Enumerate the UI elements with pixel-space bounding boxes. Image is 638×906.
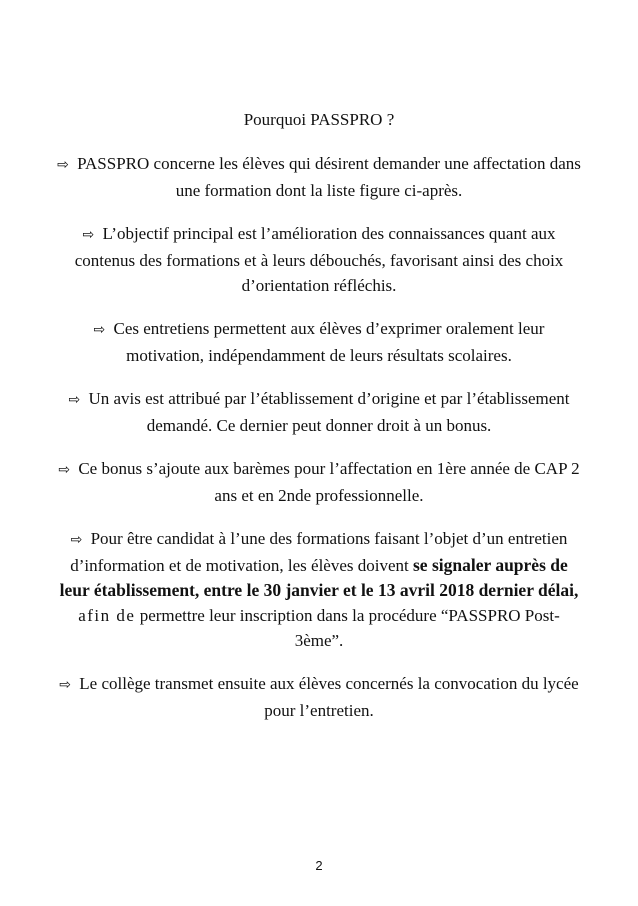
arrow-right-icon: ⇨ — [70, 532, 83, 548]
arrow-right-icon: ⇨ — [68, 392, 81, 408]
paragraph-text: Pour être candidat à l’une des formations faisant l’objet d’un entretien d’information et de motivation, les élèves doivent — [70, 529, 568, 575]
document-body — [56, 108, 582, 741]
paragraph-text: Ce bonus s’ajoute aux barèmes pour l’affectation en 1ère année de CAP 2 ans et en 2nde professionnelle. — [78, 459, 580, 505]
paragraph-objectif — [56, 221, 582, 298]
arrow-right-icon: ⇨ — [57, 157, 69, 173]
paragraph-text-spaced: afin de — [78, 606, 136, 625]
arrow-right-icon: ⇨ — [93, 322, 106, 338]
paragraph-text: permettre leur inscription dans la procédure “PASSPRO Post-3ème”. — [139, 606, 560, 650]
paragraph-text: Un avis est attribué par l’établissement d’origine et par l’établissement demandé. Ce dernier peut donner droit à un bonus. — [88, 389, 570, 435]
paragraph-text: Ces entretiens permettent aux élèves d’exprimer oralement leur motivation, indépendamment de leurs résultats scolaires. — [113, 319, 545, 365]
paragraph-convocation — [56, 671, 582, 723]
paragraph-candidat — [56, 526, 582, 653]
deadline-emphasis: se signaler auprès de leur établissement, entre le 30 janvier et le 13 avril 2018 dernier délai, — [59, 555, 579, 600]
arrow-right-icon: ⇨ — [58, 462, 71, 478]
paragraph-avis — [56, 386, 582, 438]
paragraph-text: Le collège transmet ensuite aux élèves concernés la convocation du lycée pour l’entretien. — [79, 674, 579, 720]
paragraph-bonus — [56, 456, 582, 508]
arrow-right-icon: ⇨ — [82, 227, 95, 243]
document-title: Pourquoi PASSPRO ? — [243, 110, 395, 129]
paragraph-text: L’objectif principal est l’amélioration des connaissances quant aux contenus des formations et à leurs débouchés, favorisant ainsi des choix d’orientation réfléchis. — [74, 224, 564, 295]
paragraph-text: PASSPRO concerne les élèves qui désirent demander une affectation dans une formation dont la liste figure ci-après. — [77, 154, 581, 200]
page-number: 2 — [315, 858, 323, 873]
paragraph-entretiens — [56, 316, 582, 368]
paragraph-concerne — [56, 151, 582, 203]
arrow-right-icon: ⇨ — [59, 677, 72, 693]
